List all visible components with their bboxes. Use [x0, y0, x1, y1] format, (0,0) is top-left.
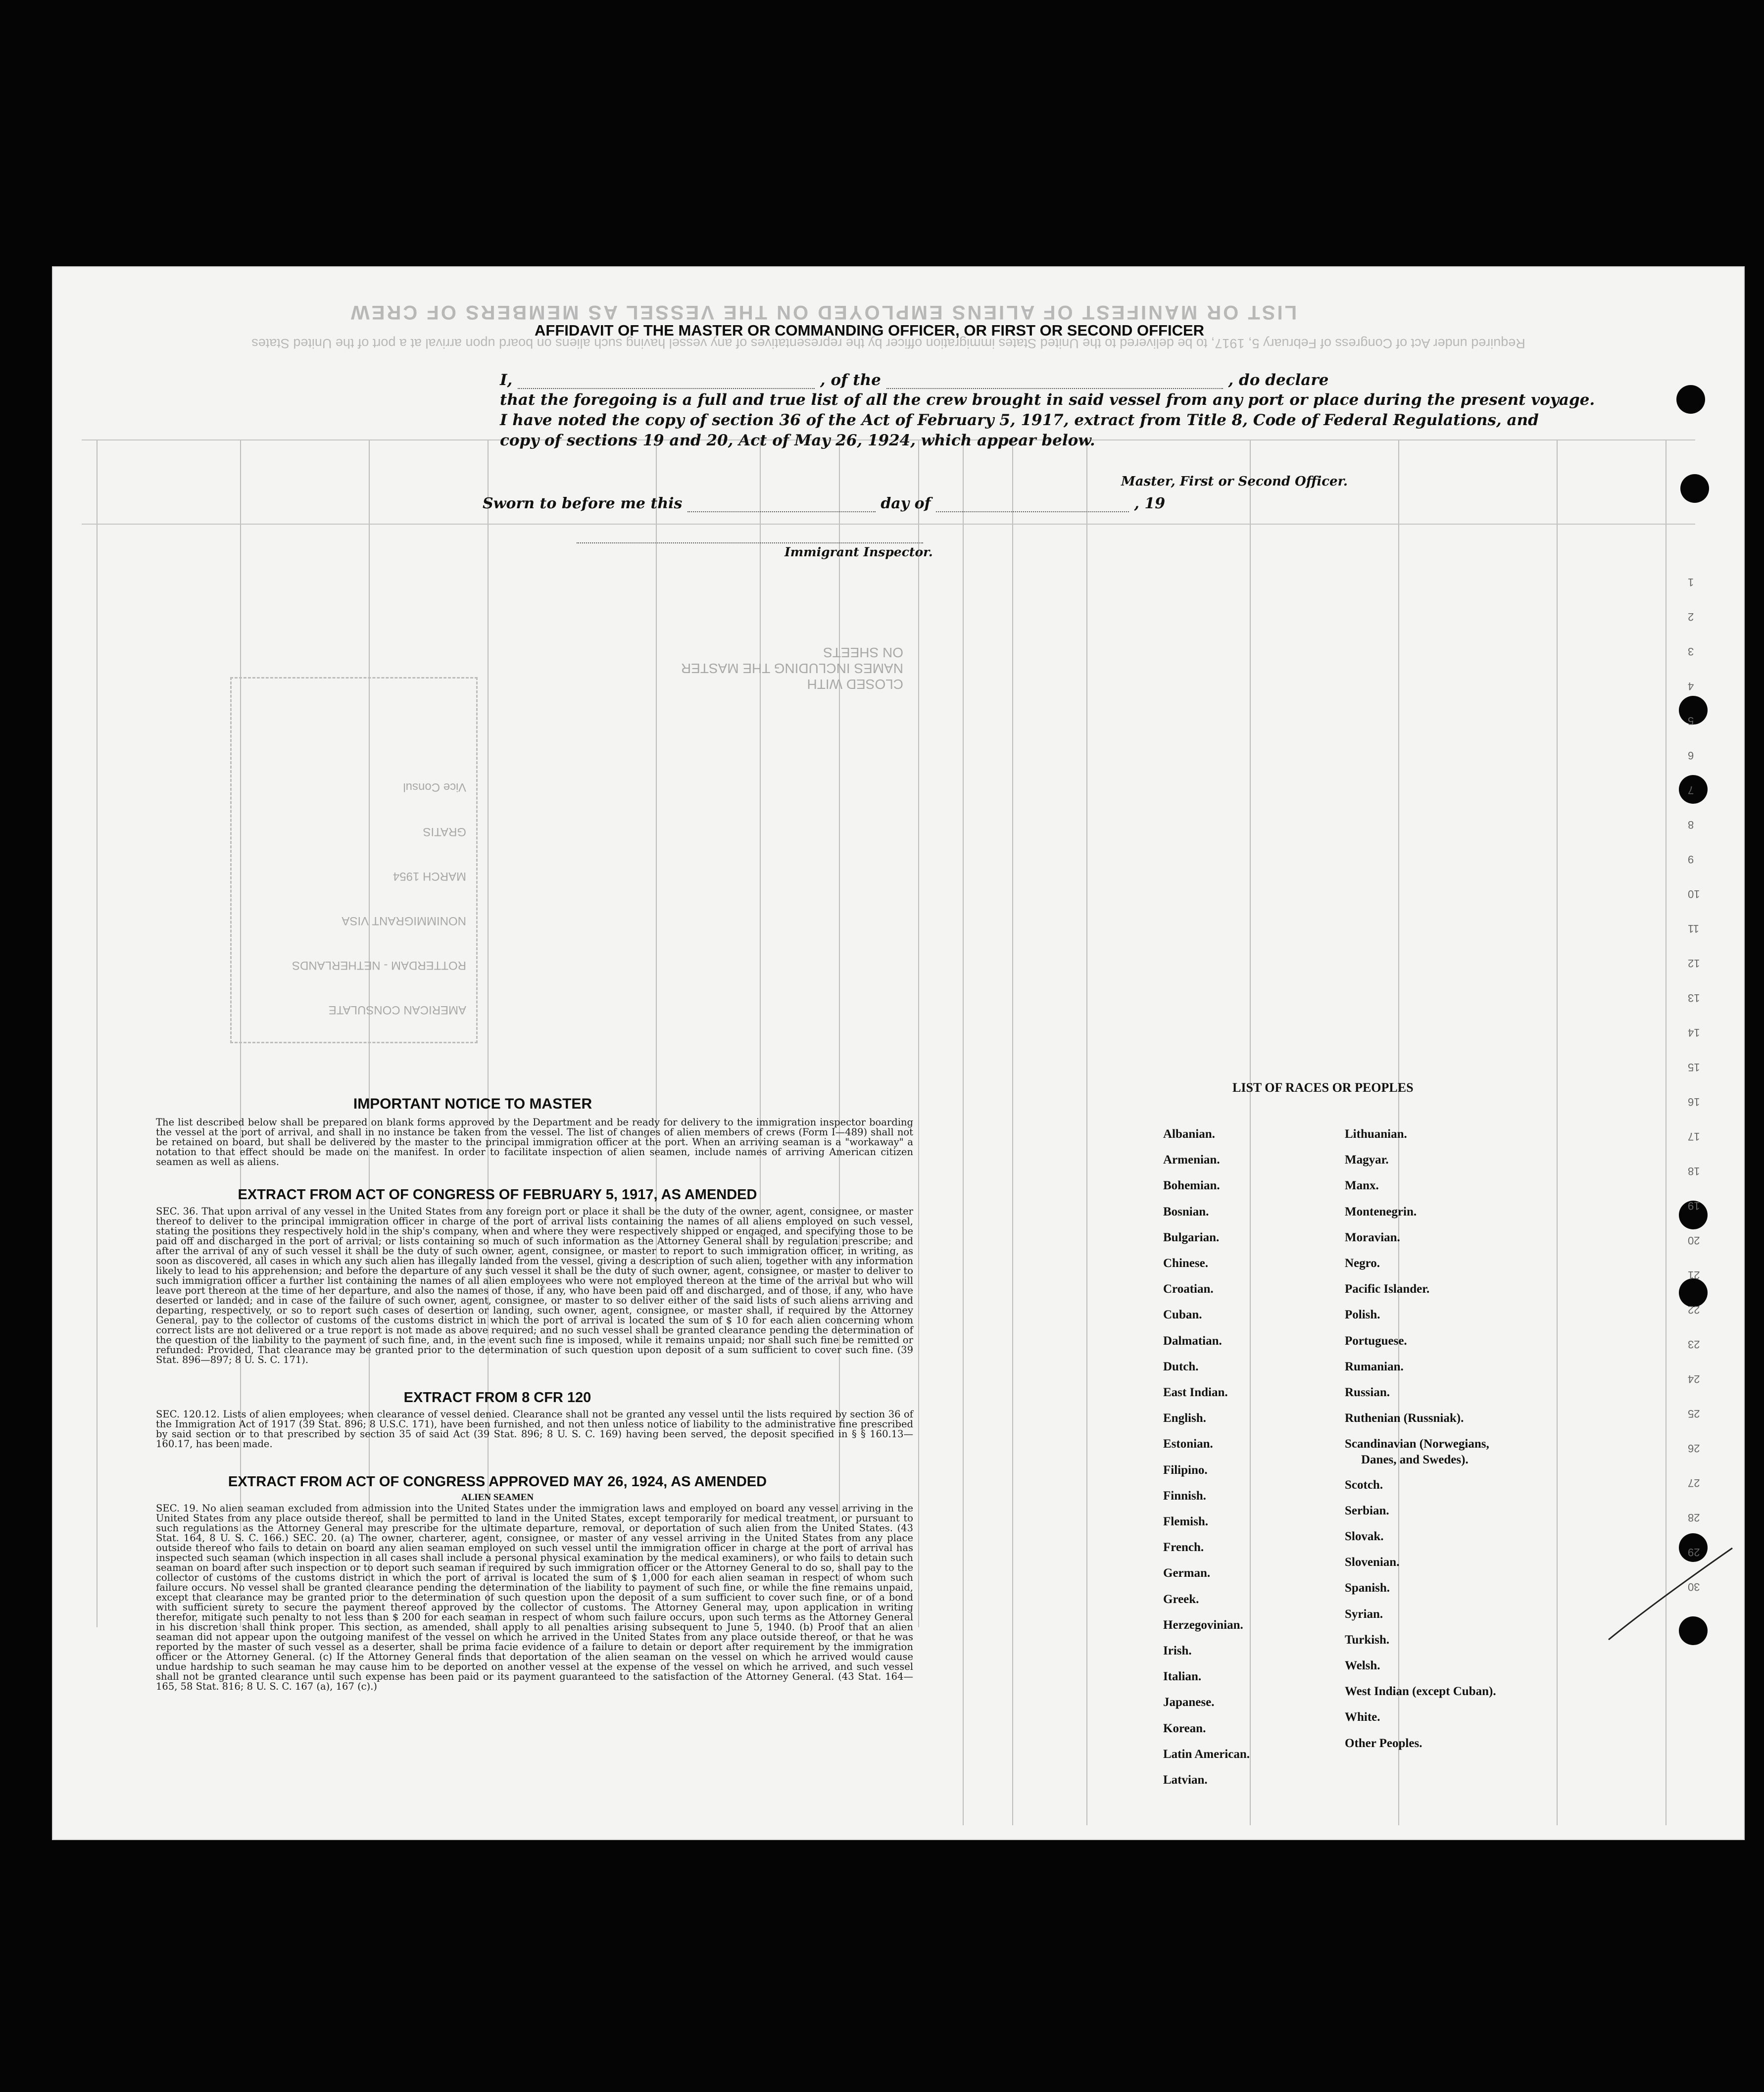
row-number: 1 — [1688, 576, 1694, 588]
stamp-line-3: ON SHEETS — [823, 645, 903, 660]
row-number: 27 — [1688, 1477, 1700, 1489]
consulate-line-6: Vice Consul — [403, 780, 466, 794]
race-item: Japanese. — [1163, 1696, 1215, 1709]
race-item: Herzegovinian. — [1163, 1618, 1243, 1632]
race-item: Bosnian. — [1163, 1205, 1209, 1218]
race-item: Slovak. — [1345, 1530, 1384, 1543]
officer-name-blank[interactable] — [518, 373, 815, 389]
race-item: Serbian. — [1345, 1504, 1389, 1517]
row-number: 29 — [1688, 1546, 1700, 1558]
row-number: 11 — [1688, 923, 1699, 935]
consulate-line-2: ROTTERDAM - NETHERLANDS — [292, 959, 466, 972]
race-item: Scandinavian (Norwegians, — [1345, 1437, 1489, 1451]
race-item: Ruthenian (Russniak). — [1345, 1411, 1464, 1425]
affidavit-title: AFFIDAVIT OF THE MASTER OR COMMANDING OFFICER, OR FIRST OR SECOND OFFICER — [535, 322, 1205, 339]
race-item: Estonian. — [1163, 1437, 1213, 1451]
consulate-line-4: MARCH 1954 — [392, 870, 466, 883]
bleed-through-header: LIST OR MANIFEST OF ALIENS EMPLOYED ON THE VESSEL AS MEMBERS OF CREW — [349, 301, 1297, 323]
row-number: 17 — [1688, 1130, 1700, 1143]
race-item: Danes, and Swedes). — [1361, 1453, 1469, 1467]
inspector-signature-line — [577, 542, 923, 543]
race-item: Montenegrin. — [1345, 1205, 1417, 1218]
race-item: Filipino. — [1163, 1463, 1208, 1477]
race-item: Croatian. — [1163, 1282, 1214, 1296]
row-number: 21 — [1688, 1269, 1700, 1281]
day-of-label: day of — [881, 495, 931, 512]
consulate-line-1: AMERICAN CONSULATE — [328, 1003, 466, 1017]
extract-1924-body: SEC. 19. No alien seaman excluded from admission into the United States under the immigration laws and employed on board any vessel arriving in the United States from any place outside thereof, shall be permitted to land in the United States, except temporarily for medical treatment, or pursuant to such regulations as the Attorney General may prescribe for the ultimate departure, removal, or deportation of such alien from the United States. (43 Stat. 164, 8 U. S. C. 166.) SEC. 20. (a) The owner, charterer, agent, consignee, or master of any vessel arriving in the United States from any place outside thereof who fails to detain on board any alien seaman employed on such vessel until the immigration officer in charge at the port of arrival has inspected such seaman (which inspection in all cases shall include a personal physical examination by the medical examiners), or who fails to detain such seaman on board after such inspection or to deport such seaman if required by such immigration officer or the Attorney General to do so, shall pay to the collector of customs of the customs district in which the port of arrival is located the sum of $ 1,000 for each alien seaman in respect of whom such failure occurs. No vessel shall be granted clearance pending the determination of the liability to payment of such fine, or while the fine remains unpaid, except that clearance may be granted prior to the determination of such question upon the deposit of a sum sufficient to cover such fine, or of a bond with sufficient surety to secure the payment thereof approved by the collector of customs. The Attorney General may, upon application in writing therefor, mitigate such penalty to not less than $ 200 for each seaman in respect of whom such failure occurs, upon such terms as the Attorney General in his discretion shall think proper. This section, as amended, shall apply to all penalties arising subsequent to June 5, 1940. (b) Proof that an alien seaman did not appear upon the outgoing manifest of the vessel on which he arrived in the United States from any place outside thereof, or that he was reported by the master of such vessel as a deserter, shall be prima facie evidence of a failure to detain or deport after requirement by the immigration officer or the Attorney General. (c) If the Attorney General finds that deportation of the alien seaman on the vessel on which he arrived would cause undue hardship to such seaman he may cause him to be deported on another vessel at the expense of the vessel on which he arrived, and such vessel shall not be granted clearance until such expense has been paid or its payment guaranteed to the satisfaction of the Attorney General. (43 Stat. 164—165, 58 Stat. 816; 8 U. S. C. 167 (a), 167 (c).) — [156, 1503, 913, 1692]
extract-1924-title: EXTRACT FROM ACT OF CONGRESS APPROVED MAY 26, 1924, AS AMENDED — [228, 1474, 767, 1490]
row-number: 10 — [1688, 888, 1700, 900]
of-the-label: , of the — [820, 371, 881, 389]
consulate-line-3: NONIMMIGRANT VISA — [342, 914, 466, 927]
race-item: Irish. — [1163, 1644, 1192, 1657]
row-number: 24 — [1688, 1373, 1700, 1385]
notice-title: IMPORTANT NOTICE TO MASTER — [353, 1096, 592, 1112]
race-item: Latvian. — [1163, 1773, 1208, 1787]
affidavit-line-4: copy of sections 19 and 20, Act of May 26, 1924, which appear below. — [500, 432, 1095, 449]
row-number: 12 — [1688, 957, 1700, 970]
race-item: Negro. — [1345, 1257, 1380, 1270]
race-item: Welsh. — [1345, 1659, 1380, 1672]
race-item: White. — [1345, 1710, 1380, 1724]
row-number: 15 — [1688, 1061, 1700, 1073]
affidavit-line-3: I have noted the copy of section 36 of the Act of February 5, 1917, extract from Title 8, Code of Federal Regulations, and — [500, 411, 1539, 429]
row-number: 13 — [1688, 992, 1700, 1004]
row-number: 14 — [1688, 1026, 1700, 1039]
race-item: Manx. — [1345, 1179, 1379, 1193]
race-item: Moravian. — [1345, 1230, 1400, 1244]
stamp-line-2: NAMES INCLUDING THE MASTER — [681, 661, 903, 676]
row-number: 9 — [1688, 853, 1694, 866]
consulate-stamp — [230, 677, 478, 1043]
race-item: Polish. — [1345, 1308, 1380, 1322]
row-number: 8 — [1688, 819, 1694, 831]
race-item: Chinese. — [1163, 1257, 1208, 1270]
race-item: Lithuanian. — [1345, 1127, 1407, 1141]
row-number: 6 — [1688, 749, 1694, 762]
race-item: West Indian (except Cuban). — [1345, 1685, 1496, 1699]
race-item: Bohemian. — [1163, 1179, 1220, 1193]
race-item: Magyar. — [1345, 1153, 1389, 1167]
row-number: 2 — [1688, 611, 1694, 623]
row-number: 22 — [1688, 1304, 1700, 1316]
row-number: 20 — [1688, 1234, 1700, 1247]
race-item: Cuban. — [1163, 1308, 1202, 1322]
sworn-day-blank[interactable] — [687, 496, 876, 512]
sworn-label: Sworn to before me this — [483, 495, 683, 512]
stamp-line-1: CLOSED WITH — [807, 677, 903, 692]
affidavit-line-1 — [500, 371, 1328, 389]
punch-hole — [1676, 385, 1705, 414]
race-item: English. — [1163, 1411, 1206, 1425]
races-title: LIST OF RACES OR PEOPLES — [1232, 1080, 1414, 1095]
race-item: Slovenian. — [1345, 1556, 1400, 1569]
race-item: Spanish. — [1345, 1581, 1390, 1595]
row-number: 30 — [1688, 1581, 1700, 1593]
race-item: Dutch. — [1163, 1360, 1199, 1373]
race-item: Rumanian. — [1345, 1360, 1404, 1373]
extract-cfr-body: SEC. 120.12. Lists of alien employees; when clearance of vessel denied. Clearance shall not be granted any vessel until the lists required by section 36 of the Immigration Act of 1917 (39 Stat. 896; 8 U.S.C. 171), have been furnished, and not then unless notice of liability to the administrative fine prescribed by said section or to that prescribed by section 35 of said Act (39 Stat. 896; 8 U. S. C. 169) having been served, the deposit specified in § § 160.13—160.17, has been made. — [156, 1409, 913, 1450]
race-item: Italian. — [1163, 1670, 1202, 1684]
row-number: 7 — [1688, 784, 1694, 796]
row-number: 16 — [1688, 1096, 1700, 1108]
race-item: Bulgarian. — [1163, 1230, 1220, 1244]
race-item: Syrian. — [1345, 1607, 1383, 1621]
inspector-label: Immigrant Inspector. — [784, 545, 933, 559]
row-number: 4 — [1688, 680, 1694, 692]
extract-cfr-title: EXTRACT FROM 8 CFR 120 — [403, 1390, 591, 1406]
race-item: East Indian. — [1163, 1386, 1228, 1399]
notice-body: The list described below shall be prepared on blank forms approved by the Department and be ready for delivery to the immigration inspector boarding the vessel at the port of arrival, and shall in no instance be taken from the vessel. The list of changes of alien members of crews (Form I—489) shall not be retained on board, but shall be delivered by the master to the principal immigration officer at the port. When an arriving seaman is a "workaway" a notation to that effect should be made on the manifest. In order to facilitate inspection of alien seamen, include names of arriving American citizen seamen as well as aliens. — [156, 1117, 913, 1168]
bleed-through-subheader: Required under Act of Congress of February 5, 1917, to be delivered to the United States immigration officer by the representatives of any vessel having such aliens on board upon arrival at a port of the United States — [251, 336, 1525, 351]
row-number: 26 — [1688, 1442, 1700, 1455]
race-item: Russian. — [1345, 1386, 1390, 1399]
closed-with-stamp — [527, 613, 903, 692]
year-label: , 19 — [1134, 495, 1166, 512]
sworn-month-blank[interactable] — [936, 496, 1129, 512]
punch-hole — [1680, 474, 1709, 503]
vessel-name-blank[interactable] — [886, 373, 1223, 389]
race-item: Other Peoples. — [1345, 1736, 1422, 1750]
race-item: Korean. — [1163, 1721, 1206, 1735]
race-item: Latin American. — [1163, 1747, 1250, 1761]
race-item: Albanian. — [1163, 1127, 1215, 1141]
consulate-line-5: GRATIS — [423, 825, 466, 838]
row-number: 28 — [1688, 1511, 1700, 1524]
race-item: French. — [1163, 1541, 1204, 1555]
row-number: 18 — [1688, 1165, 1700, 1177]
race-item: Pacific Islander. — [1345, 1282, 1430, 1296]
race-item: Flemish. — [1163, 1515, 1208, 1528]
row-number: 19 — [1688, 1200, 1700, 1212]
race-item: Armenian. — [1163, 1153, 1220, 1167]
race-item: German. — [1163, 1566, 1211, 1580]
row-number: 3 — [1688, 645, 1694, 658]
sworn-line — [483, 495, 1165, 512]
race-item: Finnish. — [1163, 1489, 1206, 1503]
extract-1917-body: SEC. 36. That upon arrival of any vessel in the United States from any foreign port or place it shall be the duty of the owner, agent, consignee, or master thereof to deliver to the principal immigration officer in charge of the port of arrival lists containing the names of all aliens employed on such vessel, stating the positions they respectively hold in the ship's company, when and where they were respectively shipped or engaged, and specifying those to be paid off and discharged in the port of arrival; or lists containing so much of such information as the Attorney General shall by regulation prescribe; and after the arrival of any of such vessel it shall be the duty of such owner, agent, consignee, or master to report to such immigration officer, in writing, as soon as discovered, all cases in which any such alien has illegally landed from the vessel, giving a description of such alien, together with any information likely to lead to his apprehension; and before the departure of any such vessel it shall be the duty of such owner, agent, consignee, or master to deliver to such immigration officer a further list containing the names of all alien employees who were not employed thereon at the time of the arrival but who will leave port thereon at the time of her departure, and also the names of those, if any, who have been paid off and discharged, and of those, if any, who have deserted or landed; and in case of the failure of such owner, agent, consignee, or master to so deliver either of the said lists of such aliens arriving and departing, respectively, or so to report such cases of desertion or landing, such owner, agent, consignee, or master shall, if required by the Attorney General, pay to the collector of customs of the customs district in which the port of arrival is located the sum of $ 10 for each alien concerning whom correct lists are not delivered or a true report is not made as above required; and no such vessel shall be granted clearance pending the determination of the question of the liability to the payment of such fine, and, in the event such fine is imposed, while it remains unpaid; nor shall such fine be remitted or refunded: Provided, That clearance may be granted prior to the determination of such question upon deposit of a sum sufficient to cover such fine. (39 Stat. 896—897; 8 U. S. C. 171). — [156, 1206, 913, 1365]
extract-1917-title: EXTRACT FROM ACT OF CONGRESS OF FEBRUARY 5, 1917, AS AMENDED — [238, 1187, 757, 1203]
i-label: I, — [500, 371, 513, 389]
race-item: Dalmatian. — [1163, 1334, 1222, 1348]
master-signature-label: Master, First or Second Officer. — [1121, 474, 1348, 489]
manifest-sheet — [52, 266, 1745, 1840]
race-item: Portuguese. — [1345, 1334, 1407, 1348]
race-item: Scotch. — [1345, 1478, 1383, 1492]
row-number: 25 — [1688, 1408, 1700, 1420]
race-item: Greek. — [1163, 1592, 1199, 1606]
row-number: 5 — [1688, 715, 1694, 727]
extract-1924-subtitle: ALIEN SEAMEN — [461, 1492, 534, 1503]
affidavit-line-2: that the foregoing is a full and true list of all the crew brought in said vessel from any port or place during the present voyage. — [500, 391, 1595, 409]
declare-label: , do declare — [1228, 371, 1329, 389]
row-number: 23 — [1688, 1338, 1700, 1351]
pen-stroke — [1606, 1543, 1735, 1642]
punch-hole — [1679, 1616, 1708, 1645]
race-item: Turkish. — [1345, 1633, 1390, 1647]
